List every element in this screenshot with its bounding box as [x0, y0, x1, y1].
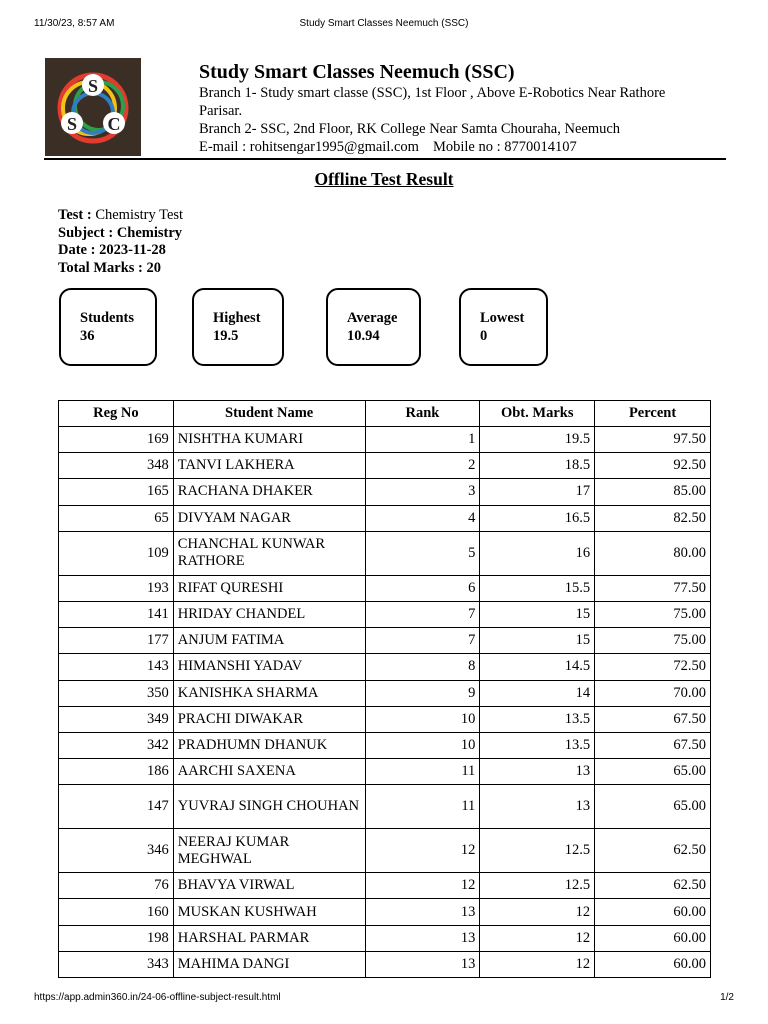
- print-header: [34, 18, 734, 32]
- cell-reg-no: 177: [59, 628, 174, 654]
- report-title: Offline Test Result: [314, 169, 454, 189]
- test-info: [58, 207, 183, 278]
- cell-percent: 60.00: [595, 925, 711, 951]
- header-percent: Percent: [595, 401, 711, 427]
- cell-student-name: MAHIMA DANGI: [173, 951, 365, 977]
- cell-student-name: PRADHUMN DHANUK: [173, 732, 365, 758]
- cell-rank: 10: [365, 706, 480, 732]
- stat-label: Average: [347, 310, 398, 326]
- stat-value: 36: [80, 327, 95, 344]
- table-row: [59, 575, 711, 601]
- cell-percent: 85.00: [595, 479, 711, 505]
- header-student-name: Student Name: [173, 401, 365, 427]
- cell-student-name: NISHTHA KUMARI: [173, 427, 365, 453]
- mobile-value: 8770014107: [504, 139, 577, 155]
- total-value: 20: [146, 260, 161, 277]
- cell-percent: 62.50: [595, 873, 711, 899]
- cell-obt-marks: 14: [480, 680, 595, 706]
- cell-rank: 10: [365, 732, 480, 758]
- table-header-row: [59, 401, 711, 427]
- cell-percent: 67.50: [595, 732, 711, 758]
- cell-student-name: CHANCHAL KUNWAR RATHORE: [173, 531, 365, 575]
- cell-obt-marks: 15: [480, 601, 595, 627]
- date-row: [58, 242, 183, 260]
- cell-rank: 12: [365, 873, 480, 899]
- test-label: Test :: [58, 207, 96, 223]
- cell-reg-no: 165: [59, 479, 174, 505]
- print-footer: [34, 992, 734, 1006]
- table-row: [59, 899, 711, 925]
- cell-percent: 75.00: [595, 628, 711, 654]
- cell-obt-marks: 12.5: [480, 829, 595, 873]
- cell-rank: 2: [365, 453, 480, 479]
- cell-obt-marks: 14.5: [480, 654, 595, 680]
- cell-obt-marks: 15: [480, 628, 595, 654]
- table-row: [59, 479, 711, 505]
- cell-percent: 75.00: [595, 601, 711, 627]
- cell-reg-no: 342: [59, 732, 174, 758]
- table-row: [59, 505, 711, 531]
- cell-percent: 92.50: [595, 453, 711, 479]
- institute-logo: [45, 58, 141, 156]
- table-row: [59, 706, 711, 732]
- cell-student-name: YUVRAJ SINGH CHOUHAN: [173, 785, 365, 829]
- cell-reg-no: 350: [59, 680, 174, 706]
- cell-obt-marks: 19.5: [480, 427, 595, 453]
- cell-reg-no: 109: [59, 531, 174, 575]
- print-page-number: 1/2: [720, 992, 734, 1003]
- cell-percent: 77.50: [595, 575, 711, 601]
- cell-obt-marks: 13.5: [480, 732, 595, 758]
- cell-reg-no: 160: [59, 899, 174, 925]
- table-row: [59, 628, 711, 654]
- branch2-address: Branch 2- SSC, 2nd Floor, RK College Near Samta Chouraha, Neemuch: [199, 121, 621, 137]
- cell-student-name: KANISHKA SHARMA: [173, 680, 365, 706]
- cell-obt-marks: 18.5: [480, 453, 595, 479]
- stat-students: [59, 288, 157, 366]
- cell-rank: 11: [365, 759, 480, 785]
- cell-reg-no: 198: [59, 925, 174, 951]
- cell-rank: 13: [365, 899, 480, 925]
- cell-reg-no: 76: [59, 873, 174, 899]
- cell-rank: 7: [365, 628, 480, 654]
- stat-value: 19.5: [213, 327, 239, 344]
- cell-percent: 65.00: [595, 759, 711, 785]
- stat-label: Lowest: [480, 310, 525, 326]
- print-datetime: 11/30/23, 8:57 AM: [34, 18, 115, 29]
- cell-obt-marks: 12.5: [480, 873, 595, 899]
- mobile-label: Mobile no :: [432, 139, 505, 155]
- cell-percent: 97.50: [595, 427, 711, 453]
- stat-average: [326, 288, 421, 366]
- institute-name: Study Smart Classes Neemuch (SSC): [199, 61, 515, 83]
- cell-percent: 82.50: [595, 505, 711, 531]
- table-row: [59, 453, 711, 479]
- cell-student-name: HARSHAL PARMAR: [173, 925, 365, 951]
- cell-obt-marks: 13: [480, 785, 595, 829]
- table-row: [59, 925, 711, 951]
- cell-reg-no: 186: [59, 759, 174, 785]
- stat-value: 0: [480, 327, 488, 344]
- table-row: [59, 531, 711, 575]
- print-url: https://app.admin360.in/24-06-offline-subject-result.html: [34, 992, 281, 1003]
- contact-line: [199, 138, 719, 156]
- cell-rank: 3: [365, 479, 480, 505]
- cell-student-name: RACHANA DHAKER: [173, 479, 365, 505]
- cell-rank: 5: [365, 531, 480, 575]
- cell-percent: 67.50: [595, 706, 711, 732]
- cell-rank: 8: [365, 654, 480, 680]
- cell-reg-no: 65: [59, 505, 174, 531]
- cell-percent: 80.00: [595, 531, 711, 575]
- table-row: [59, 601, 711, 627]
- cell-rank: 6: [365, 575, 480, 601]
- cell-student-name: BHAVYA VIRWAL: [173, 873, 365, 899]
- stat-label: Students: [80, 310, 134, 326]
- cell-obt-marks: 16.5: [480, 505, 595, 531]
- cell-rank: 4: [365, 505, 480, 531]
- cell-reg-no: 143: [59, 654, 174, 680]
- stat-label: Highest: [213, 310, 261, 326]
- cell-reg-no: 193: [59, 575, 174, 601]
- cell-student-name: PRACHI DIWAKAR: [173, 706, 365, 732]
- date-value: 2023-11-28: [99, 242, 166, 259]
- table-row: [59, 732, 711, 758]
- cell-student-name: NEERAJ KUMAR MEGHWAL: [173, 829, 365, 873]
- cell-rank: 12: [365, 829, 480, 873]
- cell-obt-marks: 16: [480, 531, 595, 575]
- results-table: [58, 400, 711, 978]
- ssc-logo-icon: [45, 58, 141, 156]
- cell-reg-no: 346: [59, 829, 174, 873]
- table-row: [59, 427, 711, 453]
- cell-student-name: ANJUM FATIMA: [173, 628, 365, 654]
- cell-obt-marks: 13: [480, 759, 595, 785]
- table-row: [59, 759, 711, 785]
- cell-student-name: HIMANSHI YADAV: [173, 654, 365, 680]
- cell-obt-marks: 17: [480, 479, 595, 505]
- total-row: [58, 260, 183, 278]
- cell-student-name: TANVI LAKHERA: [173, 453, 365, 479]
- total-label: Total Marks :: [58, 260, 147, 277]
- cell-percent: 65.00: [595, 785, 711, 829]
- cell-rank: 13: [365, 925, 480, 951]
- date-label: Date :: [58, 242, 100, 259]
- header-divider: [44, 158, 726, 160]
- cell-student-name: RIFAT QURESHI: [173, 575, 365, 601]
- table-row: [59, 829, 711, 873]
- print-page-title: Study Smart Classes Neemuch (SSC): [299, 18, 469, 29]
- cell-student-name: DIVYAM NAGAR: [173, 505, 365, 531]
- cell-obt-marks: 13.5: [480, 706, 595, 732]
- subject-value: Chemistry: [116, 224, 183, 241]
- table-row: [59, 951, 711, 977]
- cell-student-name: AARCHI SAXENA: [173, 759, 365, 785]
- table-row: [59, 680, 711, 706]
- cell-obt-marks: 15.5: [480, 575, 595, 601]
- institute-info: [199, 60, 719, 156]
- cell-student-name: MUSKAN KUSHWAH: [173, 899, 365, 925]
- table-row: [59, 654, 711, 680]
- cell-percent: 62.50: [595, 829, 711, 873]
- cell-rank: 9: [365, 680, 480, 706]
- cell-reg-no: 141: [59, 601, 174, 627]
- stat-highest: [192, 288, 284, 366]
- cell-student-name: HRIDAY CHANDEL: [173, 601, 365, 627]
- table-row: [59, 785, 711, 829]
- cell-percent: 60.00: [595, 951, 711, 977]
- cell-reg-no: 343: [59, 951, 174, 977]
- table-row: [59, 873, 711, 899]
- cell-rank: 13: [365, 951, 480, 977]
- subject-row: [58, 225, 183, 243]
- cell-percent: 72.50: [595, 654, 711, 680]
- stat-value: 10.94: [347, 327, 380, 344]
- cell-reg-no: 348: [59, 453, 174, 479]
- logo-letter-3: C: [107, 114, 121, 134]
- subject-label: Subject :: [58, 224, 117, 241]
- header-reg-no: Reg No: [59, 401, 174, 427]
- email-value: rohitsengar1995@gmail.com: [249, 139, 419, 155]
- cell-obt-marks: 12: [480, 925, 595, 951]
- email-label: E-mail :: [199, 139, 250, 155]
- cell-reg-no: 349: [59, 706, 174, 732]
- cell-reg-no: 147: [59, 785, 174, 829]
- cell-rank: 1: [365, 427, 480, 453]
- stat-lowest: [459, 288, 548, 366]
- cell-rank: 7: [365, 601, 480, 627]
- branch1-line2: Parisar.: [199, 103, 243, 119]
- logo-letter-2: S: [66, 114, 78, 134]
- test-value: Chemistry Test: [95, 207, 184, 223]
- header-obt-marks: Obt. Marks: [480, 401, 595, 427]
- branch1-line1: Branch 1- Study smart classe (SSC), 1st Floor , Above E-Robotics Near Rathore: [199, 85, 666, 101]
- cell-obt-marks: 12: [480, 899, 595, 925]
- cell-percent: 70.00: [595, 680, 711, 706]
- cell-percent: 60.00: [595, 899, 711, 925]
- header-rank: Rank: [365, 401, 480, 427]
- cell-rank: 11: [365, 785, 480, 829]
- test-row: [58, 207, 183, 225]
- cell-reg-no: 169: [59, 427, 174, 453]
- logo-letter-1: S: [87, 76, 99, 96]
- cell-obt-marks: 12: [480, 951, 595, 977]
